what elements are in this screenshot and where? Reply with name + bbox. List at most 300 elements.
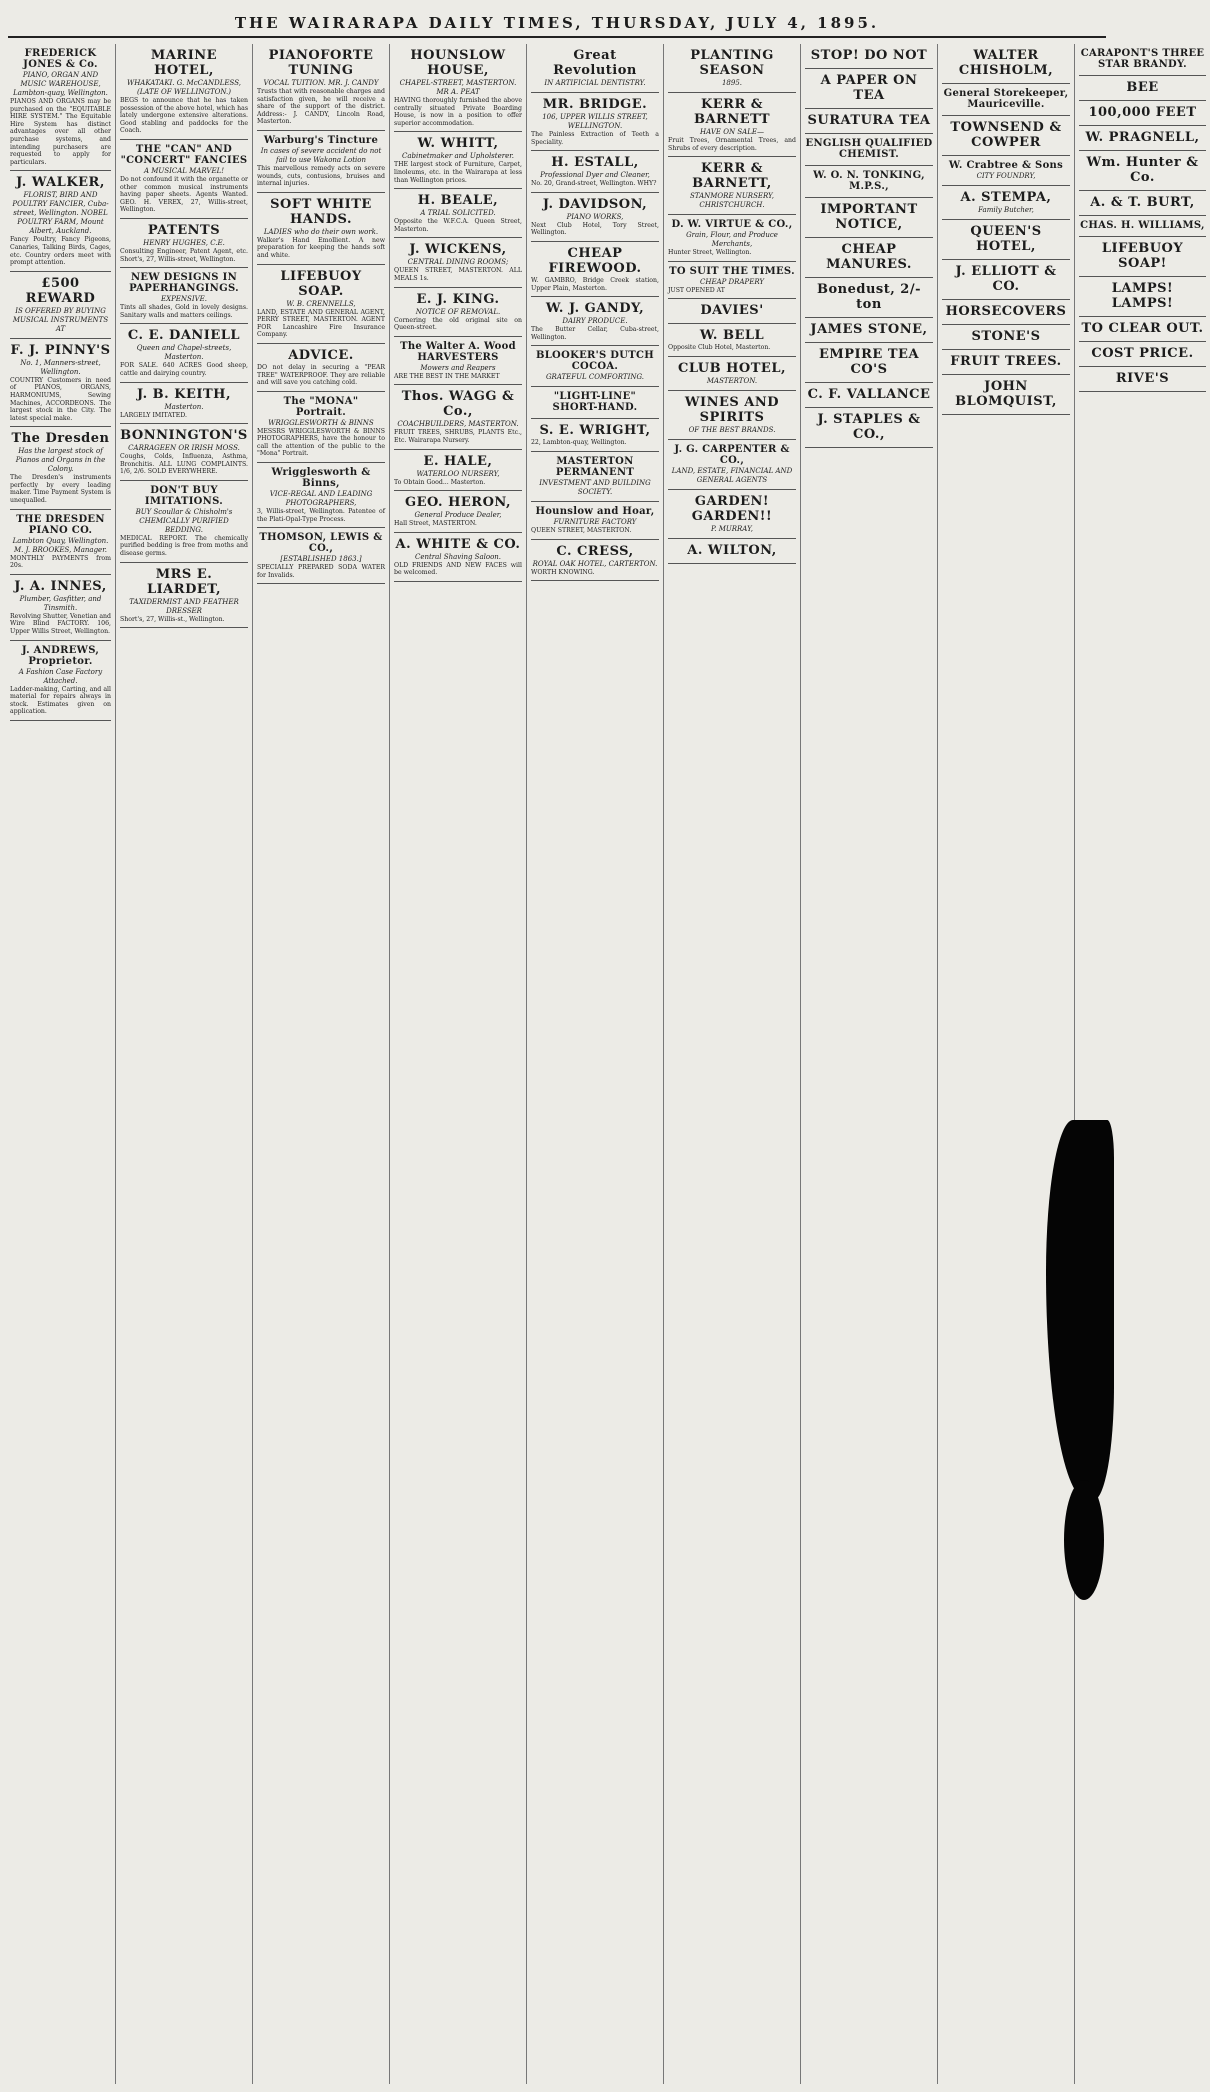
advertisement — [257, 265, 385, 344]
ad-heading: J. WICKENS, — [409, 242, 507, 258]
ad-heading: H. BEALE, — [417, 193, 499, 209]
ad-subheading: Cabinetmaker and Upholsterer. — [401, 152, 515, 161]
ink-blot — [1064, 1480, 1104, 1600]
advertisement — [942, 116, 1070, 156]
ad-body: This marvellous remedy acts on severe wounds, cuts, contusions, bruises and internal injuries. — [257, 164, 385, 188]
advertisement — [120, 481, 248, 563]
advertisement — [394, 288, 522, 337]
advertisement — [531, 502, 659, 540]
column-8 — [938, 44, 1075, 2084]
ad-subheading: HENRY HUGHES, C.E. — [143, 238, 225, 247]
ad-heading: General Storekeeper, Mauriceville. — [943, 88, 1069, 110]
ad-heading: J. B. KEITH, — [136, 386, 231, 402]
ad-body: MEDICAL REPORT. The chemically purified bedding is free from moths and disease germs. — [120, 534, 248, 558]
advertisement — [257, 528, 385, 584]
ad-subheading: VOCAL TUITION. MR. J. CANDY — [263, 79, 379, 87]
ad-heading: BEE — [1126, 80, 1159, 95]
advertisement — [120, 324, 248, 382]
ad-subheading: WATERLOO NURSERY, — [416, 469, 500, 478]
ad-subheading: BUY Scoullar & Chisholm's CHEMICALLY PURIFIED BEDDING. — [135, 507, 233, 534]
ad-subheading: COACHBUILDERS, MASTERTON. — [397, 420, 519, 429]
ad-heading: MASTERTON PERMANENT — [555, 455, 635, 478]
ad-heading: CHEAP MANURES. — [826, 242, 912, 272]
column-7 — [801, 44, 938, 2084]
advertisement — [1079, 317, 1206, 342]
ad-body: Tints all shades, Gold in lovely designs. Sanitary walls and matters ceilings. — [120, 304, 248, 319]
ad-body: Hall Street, MASTERTON. — [394, 520, 477, 528]
ad-heading: A. WHITE & CO. — [395, 536, 521, 552]
advertisement — [1079, 151, 1206, 191]
ad-body: SPECIALLY PREPARED SODA WATER for Invalids. — [257, 564, 385, 579]
ad-heading: E. HALE, — [423, 453, 493, 469]
ad-subheading: Lambton Quay, Wellington. M. J. BROOKES, Manager. — [12, 536, 109, 554]
advertisement — [1079, 342, 1206, 367]
ad-heading: The "MONA" Portrait. — [283, 395, 359, 418]
ad-heading: HOUNSLOW HOUSE, — [410, 48, 506, 78]
advertisement — [668, 44, 796, 93]
ad-subheading: IN ARTIFICIAL DENTISTRY. — [544, 79, 646, 87]
ad-subheading: General Produce Dealer, — [414, 511, 502, 520]
ad-heading: J. ANDREWS, Proprietor. — [21, 644, 100, 667]
ad-body: DO not delay in securing a "PEAR TREE" WATERPROOF. They are reliable and will save you catching cold. — [257, 363, 385, 387]
advertisement — [1079, 216, 1206, 237]
ad-heading: H. ESTALL, — [551, 155, 639, 171]
advertisement — [120, 383, 248, 425]
advertisement — [942, 300, 1070, 325]
advertisement — [120, 268, 248, 324]
advertisement — [668, 357, 796, 391]
ad-heading: COST PRICE. — [1091, 346, 1194, 361]
ad-heading: 100,000 FEET — [1088, 105, 1197, 120]
ad-heading: The Dresden — [11, 431, 110, 447]
ad-heading: DON'T BUY IMITATIONS. — [144, 484, 224, 507]
ad-body: OLD FRIENDS AND NEW FACES will be welcomed. — [394, 561, 522, 577]
ad-heading: WINES AND SPIRITS — [684, 394, 780, 425]
ad-body: HAVING thoroughly furnished the above centrally situated Private Boarding House, is now in a position to offer superior accommodation. — [394, 97, 522, 127]
advertisement — [10, 44, 111, 171]
ad-heading: J. G. CARPENTER & CO., — [674, 443, 790, 466]
ad-subheading: GRATEFUL COMFORTING. — [545, 373, 645, 382]
ad-subheading: No. 1, Manners-street, Wellington. — [20, 358, 101, 376]
ad-subheading: CHEAP DRAPERY — [700, 277, 764, 286]
advertisement — [394, 450, 522, 492]
advertisement — [10, 510, 111, 575]
columns — [6, 44, 1205, 2084]
advertisement — [805, 278, 933, 318]
advertisement — [257, 44, 385, 131]
ad-subheading: Mowers and Reapers — [420, 363, 496, 372]
ad-heading: IMPORTANT NOTICE, — [820, 202, 918, 232]
ad-heading: Hounslow and Hoar, — [535, 505, 655, 517]
advertisement — [942, 156, 1070, 186]
ad-body: QUEEN STREET, MASTERTON. ALL MEALS 1s. — [394, 267, 522, 282]
advertisement — [805, 238, 933, 278]
column-4 — [390, 44, 527, 2084]
advertisement — [668, 440, 796, 490]
ad-body: To Obtain Good... Masterton. — [394, 478, 486, 486]
ad-subheading: Masterton. — [164, 402, 204, 411]
advertisement — [531, 452, 659, 502]
ad-body: 22, Lambton-quay, Wellington. — [531, 439, 627, 447]
advertisement — [394, 132, 522, 189]
ad-heading: HORSECOVERS — [945, 304, 1067, 319]
ad-heading: JOHN BLOMQUIST, — [955, 379, 1057, 409]
ad-heading: A PAPER ON TEA — [820, 73, 918, 103]
ad-body: No. 20, Grand-street, Wellington. WHY? — [531, 180, 657, 188]
ad-heading: FREDERICK JONES & Co. — [23, 48, 98, 70]
ad-heading: MARINE HOTEL, — [150, 48, 218, 78]
ad-subheading: CARRAGEEN OR IRISH MOSS. — [128, 444, 240, 453]
ad-heading: FRUIT TREES. — [950, 354, 1062, 369]
ad-subheading: 1895. — [721, 79, 743, 87]
advertisement — [942, 44, 1070, 84]
advertisement — [805, 408, 933, 448]
ad-heading: W. WHITT, — [417, 136, 499, 152]
advertisement — [394, 238, 522, 287]
advertisement — [942, 260, 1070, 300]
ad-heading: GARDEN! GARDEN!! — [691, 493, 773, 524]
advertisement — [10, 272, 111, 339]
advertisement — [531, 387, 659, 419]
ad-heading: CLUB HOTEL, — [678, 360, 786, 376]
ad-subheading: Has the largest stock of Pianos and Organs in the Colony. — [15, 447, 106, 474]
ad-heading: BONNINGTON'S — [120, 428, 248, 444]
advertisement — [120, 219, 248, 268]
ad-body: MONTHLY PAYMENTS from 20s. — [10, 554, 111, 570]
ad-subheading: MASTERTON. — [706, 376, 758, 385]
ad-heading: Warburg's Tincture — [263, 134, 379, 146]
ad-body: Short's, 27, Willis-st., Wellington. — [120, 615, 225, 623]
masthead — [0, 0, 1114, 42]
advertisement — [805, 318, 933, 343]
ad-heading: J. WALKER, — [16, 175, 105, 191]
advertisement — [1079, 44, 1206, 76]
ad-body: The Dresden's instruments perfectly by every leading maker. Time Payment System is unequalled. — [10, 474, 111, 505]
ad-subheading: Queen and Chapel-streets, Masterton. — [136, 344, 232, 362]
ad-heading: Wm. Hunter & Co. — [1086, 155, 1199, 185]
ad-heading: LIFEBUOY SOAP. — [280, 268, 362, 299]
advertisement — [257, 344, 385, 392]
ad-body: Revolving Shutter, Venetian and Wire Blind FACTORY. 106, Upper Willis Street, Wellington. — [10, 612, 111, 636]
ad-heading: THE "CAN" AND "CONCERT" FANCIES — [120, 143, 248, 166]
advertisement — [531, 93, 659, 151]
ad-heading: LIFEBUOY SOAP! — [1101, 241, 1184, 271]
ad-heading: W. BELL — [699, 328, 765, 344]
advertisement — [668, 324, 796, 357]
ad-subheading: CHAPEL-STREET, MASTERTON. MR A. PEAT — [399, 79, 517, 96]
advertisement — [1079, 76, 1206, 101]
ad-body: Next Club Hotel, Tory Street, Wellington. — [531, 221, 659, 237]
ad-subheading: Family Butcher, — [978, 206, 1034, 214]
advertisement — [120, 140, 248, 219]
ad-body: PIANOS AND ORGANS may be purchased on the "EQUITABLE HIRE SYSTEM." The Equitable Hire System has distinct advantages over all other purchase systems, and intending purchasers are requested to apply for particulars. — [10, 98, 111, 166]
column-1 — [6, 44, 116, 2084]
ad-body: QUEEN STREET, MASTERTON. — [531, 526, 632, 534]
ad-heading: W. O. N. TONKING, M.P.S., — [813, 170, 925, 192]
masthead-title: THE WAIRARAPA DAILY TIMES, THURSDAY, JULY 4, 1895. — [234, 14, 880, 32]
ad-subheading: P. MURRAY, — [710, 524, 754, 533]
ad-body: Cornering the old original site on Queen-street. — [394, 316, 522, 332]
ad-subheading: PIANO WORKS, — [566, 212, 624, 221]
column-3 — [253, 44, 390, 2084]
ad-body: WORTH KNOWING. — [531, 568, 595, 576]
advertisement — [805, 44, 933, 69]
ad-heading: DAVIES' — [700, 303, 764, 319]
ad-subheading: CITY FOUNDRY, — [976, 172, 1036, 180]
ad-subheading: A MUSICAL MARVEL! — [143, 166, 225, 175]
advertisement — [257, 463, 385, 528]
ad-body: Ladder-making, Carting, and all material for repairs always in stock. Estimates given on application. — [10, 685, 111, 716]
ad-heading: THOMSON, LEWIS & CO., — [259, 532, 383, 555]
ad-subheading: ROYAL OAK HOTEL, CARTERTON. — [532, 559, 658, 568]
advertisement — [668, 490, 796, 539]
advertisement — [1079, 101, 1206, 126]
ad-heading: W. Crabtree & Sons — [948, 160, 1064, 171]
advertisement — [531, 419, 659, 452]
ad-heading: QUEEN'S HOTEL, — [970, 224, 1042, 254]
ad-subheading: [ESTABLISHED 1863.] — [280, 555, 362, 564]
ad-subheading: EXPENSIVE. — [161, 295, 207, 304]
advertisement — [942, 325, 1070, 350]
ad-heading: W. PRAGNELL, — [1085, 130, 1200, 145]
column-5 — [527, 44, 664, 2084]
ad-body: JUST OPENED AT — [668, 286, 725, 294]
advertisement — [805, 198, 933, 238]
advertisement — [10, 427, 111, 509]
ad-subheading: PIANO, ORGAN AND MUSIC WAREHOUSE, Lambton-quay, Wellington. — [13, 71, 108, 97]
advertisement — [942, 220, 1070, 260]
column-6 — [664, 44, 801, 2084]
ad-heading: CHAS. H. WILLIAMS, — [1080, 220, 1205, 231]
advertisement — [1079, 126, 1206, 151]
advertisement — [531, 151, 659, 193]
ad-subheading: FURNITURE FACTORY — [553, 517, 637, 526]
ad-subheading: TAXIDERMIST AND FEATHER DRESSER — [129, 597, 239, 615]
ad-body: BEGS to announce that he has taken possession of the above hotel, which has lately undergone extensive alterations. Good stabling and paddocks for the Coach. — [120, 97, 248, 135]
ad-body: Hunter Street, Wellington. — [668, 249, 752, 257]
ad-subheading: WHAKATAKI. G. McCANDLESS, (LATE OF WELLINGTON.) — [127, 79, 241, 96]
ad-heading: J. A. INNES, — [14, 578, 107, 594]
ad-heading: STONE'S — [971, 329, 1041, 344]
ad-subheading: A Fashion Case Factory Attached. — [18, 667, 103, 685]
ad-heading: JAMES STONE, — [810, 322, 928, 337]
ad-subheading: Central Shaving Saloon. — [414, 552, 502, 561]
ad-heading: NEW DESIGNS IN PAPERHANGINGS. — [129, 272, 239, 295]
advertisement — [942, 375, 1070, 415]
ad-heading: Thos. WAGG & Co., — [401, 389, 515, 420]
advertisement — [394, 189, 522, 238]
ad-heading: KERR & BARNETT, — [692, 161, 772, 192]
ad-body: COUNTRY Customers in need of PIANOS, ORGANS, HARMONIUMS, Sewing Machines, ACCORDEONS. The largest stock in the City. The latest special make. — [10, 376, 111, 422]
advertisement — [668, 262, 796, 300]
ad-subheading: Professional Dyer and Cleaner, — [540, 171, 650, 180]
ad-heading: E. J. KING. — [416, 291, 500, 307]
ad-heading: The Walter A. Wood HARVESTERS — [400, 340, 516, 363]
ad-heading: A. STEMPA, — [960, 190, 1052, 205]
advertisement — [805, 383, 933, 408]
advertisement — [942, 350, 1070, 375]
advertisement — [805, 166, 933, 198]
ad-heading: TOWNSEND & COWPER — [950, 120, 1062, 150]
ad-heading: MRS E. LIARDET, — [146, 566, 222, 597]
ad-heading: A. & T. BURT, — [1090, 195, 1195, 210]
ad-heading: PIANOFORTE TUNING — [268, 48, 374, 78]
ad-heading: LAMPS! LAMPS! — [1111, 281, 1174, 311]
ad-heading: BLOOKER'S DUTCH COCOA. — [535, 350, 655, 373]
advertisement — [10, 171, 111, 271]
ad-subheading: IS OFFERED BY BUYING MUSICAL INSTRUMENTS AT — [12, 306, 109, 333]
advertisement — [531, 193, 659, 242]
ad-subheading: NOTICE OF REMOVAL. — [415, 307, 501, 316]
ad-heading: ADVICE. — [288, 347, 354, 363]
ad-body: Opposite Club Hotel, Masterton. — [668, 344, 771, 352]
ad-body: MESSRS WRIGGLESWORTH & BINNS PHOTOGRAPHERS, have the honour to call the attention of the public to the "Mona" Portrait. — [257, 427, 385, 458]
ad-subheading: WRIGGLESWORTH & BINNS — [268, 418, 374, 427]
ad-heading: THE DRESDEN PIANO CO. — [16, 513, 105, 536]
ad-body: Fancy Poultry, Fancy Pigeons, Canaries, Talking Birds, Cages, etc. Country orders meet with prompt attention. — [10, 236, 111, 267]
ad-heading: MR. BRIDGE. — [542, 97, 648, 112]
ad-body: Consulting Engineer, Patent Agent, etc. Short's, 27, Willis-street, Wellington. — [120, 247, 248, 263]
advertisement — [394, 385, 522, 449]
ad-heading: "LIGHT-LINE" SHORT-HAND. — [552, 391, 638, 414]
advertisement — [805, 343, 933, 383]
advertisement — [120, 424, 248, 481]
advertisement — [668, 299, 796, 324]
ad-heading: PATENTS — [147, 222, 221, 238]
ad-body: The Butter Cellar, Cuba-street, Wellington. — [531, 326, 659, 341]
advertisement — [668, 391, 796, 440]
ad-subheading: Plumber, Gasfitter, and Tinsmith. — [19, 594, 102, 612]
advertisement — [1079, 237, 1206, 277]
ad-subheading: FLORIST, BIRD AND POULTRY FANCIER, Cuba-street, Wellington. NOBEL POULTRY FARM, Mount Albert, Auckland. — [12, 191, 109, 236]
ad-body: Opposite the W.F.C.A. Queen Street, Masterton. — [394, 218, 522, 233]
ad-body: LARGELY IMITATED. — [120, 411, 187, 419]
ad-subheading: LAND, ESTATE, FINANCIAL AND GENERAL AGENTS — [671, 466, 793, 484]
ad-heading: D. W. VIRTUE & CO., — [671, 219, 793, 231]
ad-subheading: HAVE ON SALE— — [700, 128, 764, 136]
ad-body: W. GAMBRO, Bridge Creek station, Upper Plain, Masterton. — [531, 276, 659, 292]
ad-subheading: LADIES who do their own work. — [263, 227, 379, 236]
ad-body: Trusts that with reasonable charges and satisfaction given, he will receive a share of the support of the district. Address:- J. CANDY, Lincoln Road, Masterton. — [257, 88, 385, 126]
ad-heading: SURATURA TEA — [807, 113, 931, 128]
advertisement — [257, 193, 385, 265]
advertisement — [668, 215, 796, 262]
advertisement — [394, 337, 522, 386]
ad-subheading: OF THE BEST BRANDS. — [688, 425, 776, 434]
ad-heading: A. WILTON, — [687, 542, 777, 558]
ad-subheading: STANMORE NURSERY, CHRISTCHURCH. — [690, 192, 774, 210]
ad-heading: STOP! DO NOT — [810, 48, 928, 63]
advertisement — [805, 109, 933, 134]
ad-heading: KERR & BARNETT — [693, 97, 771, 127]
advertisement — [10, 575, 111, 641]
advertisement — [805, 69, 933, 109]
ad-heading: PLANTING SEASON — [690, 48, 774, 78]
advertisement — [1079, 191, 1206, 216]
ad-body: Do not confound it with the organette or other common musical instruments having paper sheets. Agents Wanted. GEO. H. VEREX, 27, Willis-street, Wellington. — [120, 175, 248, 214]
ad-heading: F. J. PINNY'S — [10, 342, 111, 358]
advertisement — [805, 134, 933, 166]
advertisement — [10, 641, 111, 721]
advertisement — [531, 242, 659, 297]
ad-heading: TO SUIT THE TIMES. — [669, 265, 795, 277]
ad-heading: J. STAPLES & CO., — [817, 412, 921, 442]
ad-heading: EMPIRE TEA CO'S — [818, 347, 920, 377]
ad-subheading: Grain, Flour, and Produce Merchants, — [686, 231, 778, 249]
advertisement — [668, 93, 796, 157]
ad-heading: J. DAVIDSON, — [542, 196, 648, 212]
ad-heading: RIVE'S — [1115, 371, 1170, 386]
advertisement — [1079, 277, 1206, 317]
ad-heading: C. F. VALLANCE — [807, 387, 931, 402]
ad-heading: W. J. GANDY, — [545, 301, 645, 317]
advertisement — [531, 297, 659, 346]
column-2 — [116, 44, 253, 2084]
advertisement — [668, 157, 796, 215]
ad-heading: CARAPONT'S THREE STAR BRANDY. — [1080, 48, 1205, 70]
ad-heading: £500 REWARD — [25, 275, 96, 306]
ad-heading: ENGLISH QUALIFIED CHEMIST. — [805, 138, 933, 160]
advertisement — [531, 44, 659, 93]
ad-heading: TO CLEAR OUT. — [1081, 321, 1204, 336]
advertisement — [531, 540, 659, 582]
ad-subheading: W. B. CRENNELLS, — [286, 299, 356, 308]
ad-heading: Wrigglesworth & Binns, — [271, 467, 371, 490]
ad-body: FRUIT TREES, SHRUBS, PLANTS Etc., Etc. Wairarapa Nursery. — [394, 429, 522, 444]
ad-heading: Bonedust, 2/- ton — [817, 282, 921, 312]
ad-body: Coughs, Colds, Influenza, Asthma, Bronchitis. ALL LUNG COMPLAINTS. 1/6, 2/6. SOLD EVERYWHERE. — [120, 453, 248, 476]
advertisement — [394, 44, 522, 132]
advertisement — [257, 392, 385, 463]
ad-heading: C. E. DANIELL — [127, 328, 241, 344]
ad-subheading: DAIRY PRODUCE. — [562, 317, 628, 326]
ad-subheading: VICE-REGAL AND LEADING PHOTOGRAPHERS, — [269, 490, 373, 508]
ad-body: LAND, ESTATE AND GENERAL AGENT, PERRY STREET, MASTERTON. AGENT FOR Lancashire Fire Insurance Company. — [257, 308, 385, 339]
ad-body: ARE THE BEST IN THE MARKET — [394, 372, 500, 380]
advertisement — [257, 131, 385, 193]
ad-body: THE largest stock of Furniture, Carpet, linoleums, etc. in the Wairarapa at less than Wellington prices. — [394, 161, 522, 184]
ad-body: The Painless Extraction of Teeth a Speciality. — [531, 131, 659, 146]
advertisement — [1079, 367, 1206, 392]
ad-subheading: In cases of severe accident do not fail to use Wakona Lotion — [260, 146, 382, 164]
ad-subheading: 106, UPPER WILLIS STREET, WELLINGTON. — [542, 113, 648, 130]
advertisement — [120, 563, 248, 629]
ad-body: Walker's Hand Emollient. A new preparation for keeping the hands soft and white. — [257, 236, 385, 259]
ad-body: FOR SALE. 640 ACRES Good sheep, cattle and dairying country. — [120, 362, 248, 377]
ad-heading: SOFT WHITE HANDS. — [270, 196, 372, 227]
column-9 — [1075, 44, 1210, 2084]
ad-heading: CHEAP FIREWOOD. — [548, 245, 642, 276]
advertisement — [394, 491, 522, 533]
ad-heading: C. CRESS, — [556, 543, 634, 559]
advertisement — [668, 539, 796, 564]
ad-heading: J. ELLIOTT & CO. — [955, 264, 1057, 294]
masthead-rule — [8, 36, 1106, 38]
ad-heading: Great Revolution — [553, 48, 637, 78]
advertisement — [942, 186, 1070, 220]
ad-body: Fruit Trees, Ornamental Trees, and Shrubs of every description. — [668, 137, 796, 152]
advertisement — [942, 84, 1070, 116]
ad-subheading: A TRIAL SOLICITED. — [420, 209, 496, 218]
ad-heading: GEO. HERON, — [404, 495, 512, 511]
advertisement — [531, 346, 659, 387]
ad-body: 3, Willis-street, Wellington. Patentee of the Plati-Opal-Type Process. — [257, 508, 385, 523]
ad-subheading: CENTRAL DINING ROOMS; — [407, 258, 509, 267]
ad-subheading: INVESTMENT AND BUILDING SOCIETY. — [539, 478, 651, 496]
ad-heading: S. E. WRIGHT, — [539, 423, 651, 439]
advertisement — [120, 44, 248, 140]
advertisement — [10, 339, 111, 428]
